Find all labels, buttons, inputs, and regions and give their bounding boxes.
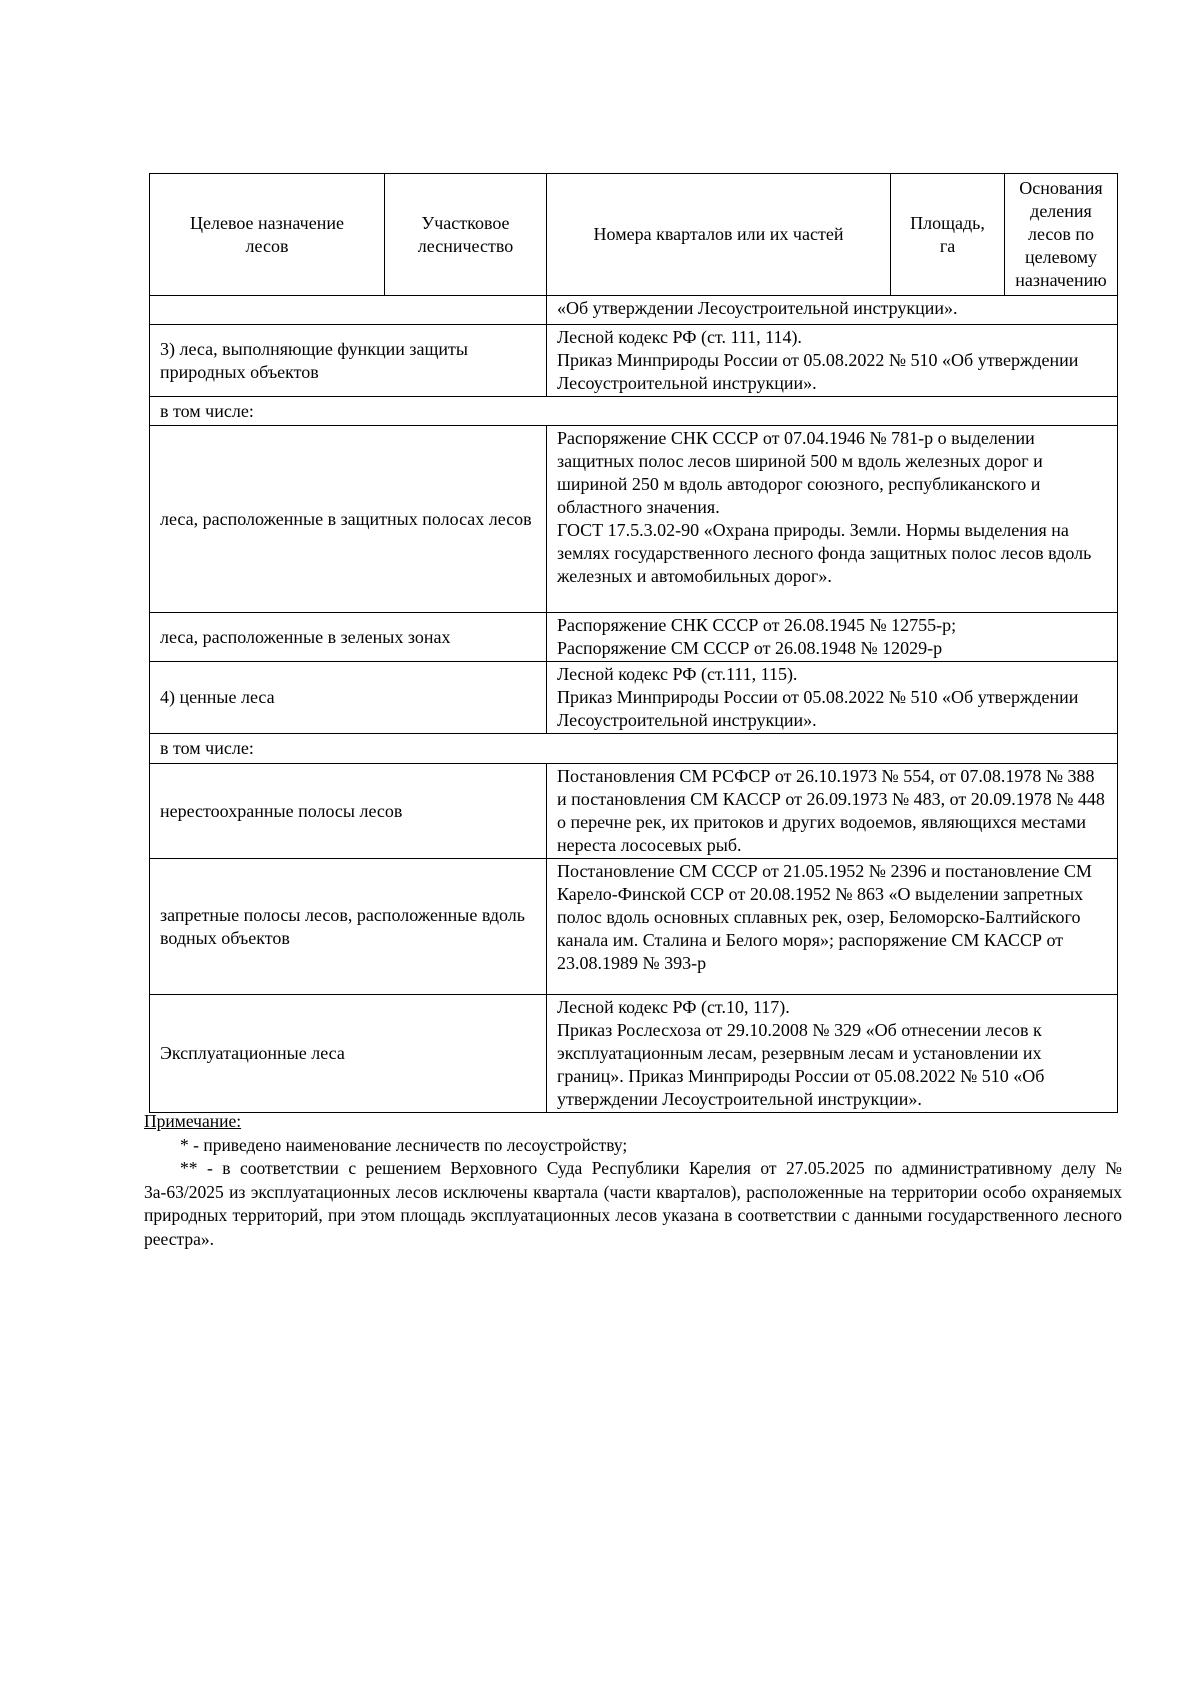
basis-cell: Постановление СМ СССР от 21.05.1952 № 2396 и постановление СМ Карело-Финской ССР от 20.08.1952 № 863 «О выделении запретных полос вдоль основных сплавных рек, озер, Беломорско-Балтийского канала им. Сталина и Белого моря»; распоряжение СМ КАССР от 23.08.1989 № 393-р — [547, 859, 1118, 995]
basis-cell: Лесной кодекс РФ (ст. 111, 114). Приказ Минприроды России от 05.08.2022 № 510 «Об утверждении Лесоустроительной инструкции». — [547, 325, 1118, 397]
header-forestry: Участковое лесничество — [385, 174, 547, 296]
basis-cell: Постановления СМ РСФСР от 26.10.1973 № 554, от 07.08.1978 № 388 и постановления СМ КАССР от 26.09.1973 № 483, от 20.09.1978 № 448 о перечне рек, их притоков и других водоемов, являющихся местами нереста лососевых рыб. — [547, 764, 1118, 859]
basis-cell: Лесной кодекс РФ (ст.111, 115). Приказ Минприроды России от 05.08.2022 № 510 «Об утверждении Лесоустроительной инструкции». — [547, 662, 1118, 734]
table-row — [150, 325, 1118, 397]
notes-block — [144, 1110, 1122, 1251]
table-header-row — [150, 174, 1118, 296]
header-basis: Основания деления лесов по целевому назначению — [1005, 174, 1118, 296]
section-label: в том числе: — [150, 397, 1118, 426]
purpose-cell: нерестоохранные полосы лесов — [150, 764, 547, 859]
purpose-cell: 4) ценные леса — [150, 662, 547, 734]
table-row — [150, 426, 1118, 613]
header-area: Площадь, га — [891, 174, 1005, 296]
continuation-empty-cell — [150, 296, 547, 325]
header-purpose: Целевое назначение лесов — [150, 174, 385, 296]
section-row — [150, 397, 1118, 426]
section-row — [150, 734, 1118, 764]
table-row — [150, 859, 1118, 995]
section-label: в том числе: — [150, 734, 1118, 764]
table-row — [150, 296, 1118, 325]
purpose-cell: Эксплуатационные леса — [150, 995, 547, 1113]
header-quarters: Номера кварталов или их частей — [547, 174, 891, 296]
purpose-cell: леса, расположенные в защитных полосах лесов — [150, 426, 547, 613]
note-item: * - приведено наименование лесничеств по лесоустройству; — [180, 1134, 628, 1155]
table-row — [150, 662, 1118, 734]
forest-purpose-table — [149, 173, 1118, 1113]
purpose-cell: запретные полосы лесов, расположенные вдоль водных объектов — [150, 859, 547, 995]
note-item: ** - в соответствии с решением Верховного Суда Республики Карелия от 27.05.2025 по административному делу № 3а-63/2025 из эксплуатационных лесов исключены квартала (части кварталов), расположенные на территории особо охраняемых природных территорий, при этом площадь эксплуатационных лесов указана в соответствии с данными государственного лесного реестра». — [144, 1158, 1122, 1249]
basis-cell: Распоряжение СНК СССР от 07.04.1946 № 781-р о выделении защитных полос лесов шириной 500 м вдоль железных дорог и шириной 250 м вдоль автодорог союзного, республиканского и областного значения. ГОСТ 17.5.3.02-90 «Охрана природы. Земли. Нормы выделения на землях государственного лесного фонда защитных полос лесов вдоль железных и автомобильных дорог». — [547, 426, 1118, 613]
purpose-cell: 3) леса, выполняющие функции защиты природных объектов — [150, 325, 547, 397]
purpose-cell: леса, расположенные в зеленых зонах — [150, 613, 547, 662]
table-row — [150, 613, 1118, 662]
basis-cell: Распоряжение СНК СССР от 26.08.1945 № 12755-р; Распоряжение СМ СССР от 26.08.1948 № 12029-р — [547, 613, 1118, 662]
table-row — [150, 764, 1118, 859]
table-row — [150, 995, 1118, 1113]
notes-title: Примечание: — [144, 1111, 242, 1131]
continuation-basis: «Об утверждении Лесоустроительной инструкции». — [547, 296, 1118, 325]
basis-cell: Лесной кодекс РФ (ст.10, 117). Приказ Рослесхоза от 29.10.2008 № 329 «Об отнесении лесов к эксплуатационным лесам, резервным лесам и установлении их границ». Приказ Минприроды России от 05.08.2022 № 510 «Об утверждении Лесоустроительной инструкции». — [547, 995, 1118, 1113]
